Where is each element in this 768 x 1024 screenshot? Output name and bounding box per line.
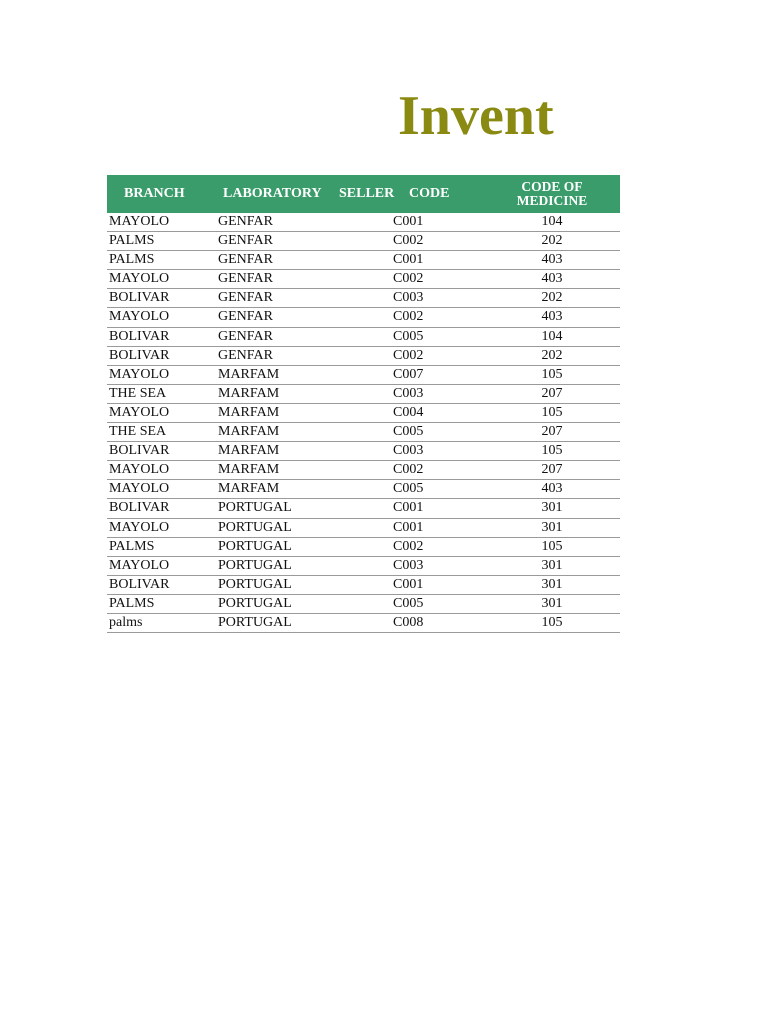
table-row	[107, 461, 620, 480]
table-row	[107, 595, 620, 614]
table-row	[107, 385, 620, 404]
cell-laboratory: GENFAR	[218, 271, 273, 287]
cell-laboratory: GENFAR	[218, 290, 273, 306]
cell-branch: PALMS	[109, 252, 155, 268]
cell-code: C002	[393, 538, 424, 554]
cell-branch: MAYOLO	[109, 309, 170, 325]
cell-code: C001	[393, 500, 424, 516]
table-row	[107, 366, 620, 385]
cell-code: C003	[393, 290, 424, 306]
cell-code: C002	[393, 462, 424, 478]
cell-code-of-medicine: 202	[541, 290, 563, 306]
cell-laboratory: PORTUGAL	[218, 576, 292, 592]
cell-code: C002	[393, 271, 424, 287]
table-row	[107, 270, 620, 289]
cell-branch: BOLIVAR	[109, 290, 170, 306]
cell-laboratory: GENFAR	[218, 252, 273, 268]
cell-code: C001	[393, 252, 424, 268]
table-row	[107, 480, 620, 499]
cell-code: C002	[393, 233, 424, 249]
header-seller: SELLER	[339, 186, 395, 201]
cell-code-of-medicine: 207	[541, 424, 563, 440]
cell-code: C003	[393, 443, 424, 459]
cell-code-of-medicine: 403	[541, 309, 563, 325]
table-row	[107, 328, 620, 347]
cell-code-of-medicine: 403	[541, 252, 563, 268]
cell-code-of-medicine: 105	[541, 538, 563, 554]
cell-code: C004	[393, 404, 424, 420]
cell-branch: BOLIVAR	[109, 328, 170, 344]
cell-code: C003	[393, 557, 424, 573]
table-body	[107, 213, 620, 633]
table-row	[107, 614, 620, 633]
cell-branch: MAYOLO	[109, 519, 170, 535]
table-row	[107, 232, 620, 251]
cell-branch: MAYOLO	[109, 557, 170, 573]
cell-code-of-medicine: 104	[541, 214, 563, 229]
cell-laboratory: GENFAR	[218, 233, 273, 249]
cell-code-of-medicine: 403	[541, 271, 563, 287]
table-row	[107, 576, 620, 595]
cell-laboratory: MARFAM	[218, 443, 280, 459]
cell-code-of-medicine: 301	[541, 576, 563, 592]
table-row	[107, 404, 620, 423]
inventory-table	[107, 175, 620, 633]
header-laboratory: LABORATORY	[223, 186, 322, 201]
table-row	[107, 251, 620, 270]
cell-branch: MAYOLO	[109, 366, 170, 382]
cell-code: C003	[393, 385, 424, 401]
table-row	[107, 213, 620, 232]
cell-code: C001	[393, 576, 424, 592]
cell-code-of-medicine: 202	[541, 233, 563, 249]
cell-code-of-medicine: 202	[541, 347, 563, 363]
cell-laboratory: PORTUGAL	[218, 500, 292, 516]
cell-laboratory: PORTUGAL	[218, 614, 292, 630]
cell-code: C001	[393, 214, 424, 229]
cell-laboratory: MARFAM	[218, 404, 280, 420]
cell-code-of-medicine: 301	[541, 595, 563, 611]
cell-laboratory: MARFAM	[218, 424, 280, 440]
cell-branch: MAYOLO	[109, 271, 170, 287]
cell-branch: MAYOLO	[109, 404, 170, 420]
table-row	[107, 289, 620, 308]
cell-laboratory: PORTUGAL	[218, 538, 292, 554]
cell-branch: palms	[109, 614, 143, 630]
header-branch: BRANCH	[124, 186, 185, 201]
cell-code-of-medicine: 105	[541, 443, 563, 459]
table-row	[107, 423, 620, 442]
cell-code-of-medicine: 105	[541, 366, 563, 382]
cell-code: C005	[393, 424, 424, 440]
cell-laboratory: MARFAM	[218, 481, 280, 497]
cell-code-of-medicine: 105	[541, 614, 563, 630]
cell-branch: PALMS	[109, 538, 155, 554]
cell-branch: MAYOLO	[109, 214, 170, 229]
table-row	[107, 347, 620, 366]
table-row	[107, 308, 620, 327]
cell-laboratory: GENFAR	[218, 309, 273, 325]
cell-branch: BOLIVAR	[109, 500, 170, 516]
table-row	[107, 557, 620, 576]
cell-laboratory: PORTUGAL	[218, 557, 292, 573]
cell-code: C001	[393, 519, 424, 535]
cell-code: C008	[393, 614, 424, 630]
cell-code: C005	[393, 481, 424, 497]
header-code: CODE	[409, 186, 450, 201]
table-row	[107, 538, 620, 557]
cell-code-of-medicine: 301	[541, 519, 563, 535]
cell-code: C002	[393, 309, 424, 325]
cell-laboratory: MARFAM	[218, 462, 280, 478]
cell-laboratory: MARFAM	[218, 366, 280, 382]
cell-code: C002	[393, 347, 424, 363]
table-row	[107, 442, 620, 461]
cell-branch: BOLIVAR	[109, 443, 170, 459]
cell-laboratory: PORTUGAL	[218, 519, 292, 535]
cell-code-of-medicine: 207	[541, 462, 563, 478]
cell-code-of-medicine: 301	[541, 500, 563, 516]
cell-branch: THE SEA	[109, 385, 167, 401]
table-row	[107, 499, 620, 518]
table-row	[107, 519, 620, 538]
cell-code: C007	[393, 366, 424, 382]
cell-branch: BOLIVAR	[109, 576, 170, 592]
cell-code-of-medicine: 301	[541, 557, 563, 573]
cell-laboratory: PORTUGAL	[218, 595, 292, 611]
header-code-of-medicine: CODE OF MEDICINE	[516, 179, 588, 208]
cell-branch: THE SEA	[109, 424, 167, 440]
cell-branch: BOLIVAR	[109, 347, 170, 363]
cell-code-of-medicine: 104	[541, 328, 563, 344]
cell-laboratory: GENFAR	[218, 347, 273, 363]
cell-branch: PALMS	[109, 595, 155, 611]
cell-branch: MAYOLO	[109, 462, 170, 478]
cell-laboratory: GENFAR	[218, 328, 273, 344]
cell-code-of-medicine: 105	[541, 404, 563, 420]
cell-laboratory: MARFAM	[218, 385, 280, 401]
cell-code: C005	[393, 595, 424, 611]
cell-code: C005	[393, 328, 424, 344]
page-title: Invent	[398, 85, 554, 147]
cell-code-of-medicine: 207	[541, 385, 563, 401]
cell-branch: MAYOLO	[109, 481, 170, 497]
table-header	[107, 175, 620, 213]
cell-code-of-medicine: 403	[541, 481, 563, 497]
cell-branch: PALMS	[109, 233, 155, 249]
cell-laboratory: GENFAR	[218, 214, 273, 229]
